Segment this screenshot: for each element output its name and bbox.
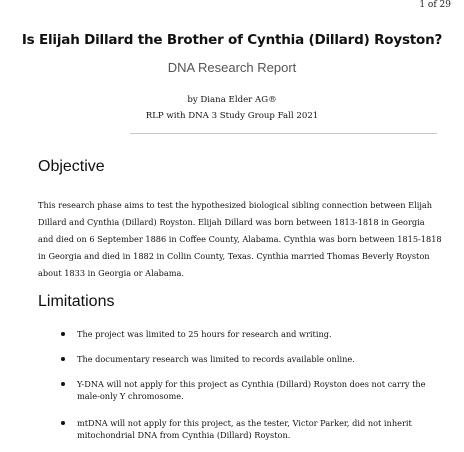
- list-item-line: mtDNA will not apply for this project, as the tester, Victor Parker, did not inherit: [77, 418, 412, 428]
- objective-line: and died on 6 September 1886 in Coffee County, Alabama. Cynthia was born between 1815-1818: [38, 234, 442, 244]
- author-line: by Diana Elder AG®: [187, 95, 277, 105]
- objective-heading: Objective: [38, 158, 105, 175]
- list-item-text: [77, 328, 447, 340]
- page-number: 1 of 29: [419, 0, 451, 10]
- bullet-dot-icon: [61, 421, 65, 425]
- course-line: RLP with DNA 3 Study Group Fall 2021: [145, 111, 319, 121]
- list-item-line: mitochondrial DNA from Cynthia (Dillard) Royston.: [77, 430, 291, 440]
- objective-paragraph: [38, 197, 452, 282]
- bullet-dot-icon: [61, 357, 65, 361]
- header-divider: [130, 133, 437, 134]
- list-item-line: Y-DNA will not apply for this project as Cynthia (Dillard) Royston does not carry the: [77, 379, 426, 389]
- list-item-line: male-only Y chromosome.: [77, 391, 184, 401]
- limitations-heading: Limitations: [38, 293, 115, 310]
- bullet-dot-icon: [61, 332, 65, 336]
- objective-line: in Georgia and died in 1882 in Collin County, Texas. Cynthia married Thomas Beverly Royston: [38, 251, 430, 261]
- bullet-dot-icon: [61, 382, 65, 386]
- objective-line: This research phase aims to test the hypothesized biological sibling connection between Elijah: [38, 200, 433, 210]
- objective-line: about 1833 in Georgia or Alabama.: [38, 268, 184, 278]
- list-item-line: The documentary research was limited to records available online.: [77, 354, 355, 364]
- report-title: Is Elijah Dillard the Brother of Cynthia (Dillard) Royston?: [21, 32, 443, 48]
- objective-line: Dillard and Cynthia (Dillard) Royston. Elijah Dillard was born between 1813-1818 in Georgia: [38, 217, 425, 227]
- list-item-text: [77, 353, 447, 365]
- report-subtitle: DNA Research Report: [167, 60, 297, 75]
- list-item-line: The project was limited to 25 hours for research and writing.: [77, 329, 332, 339]
- list-item-text: [77, 378, 447, 402]
- list-item-text: [77, 417, 447, 441]
